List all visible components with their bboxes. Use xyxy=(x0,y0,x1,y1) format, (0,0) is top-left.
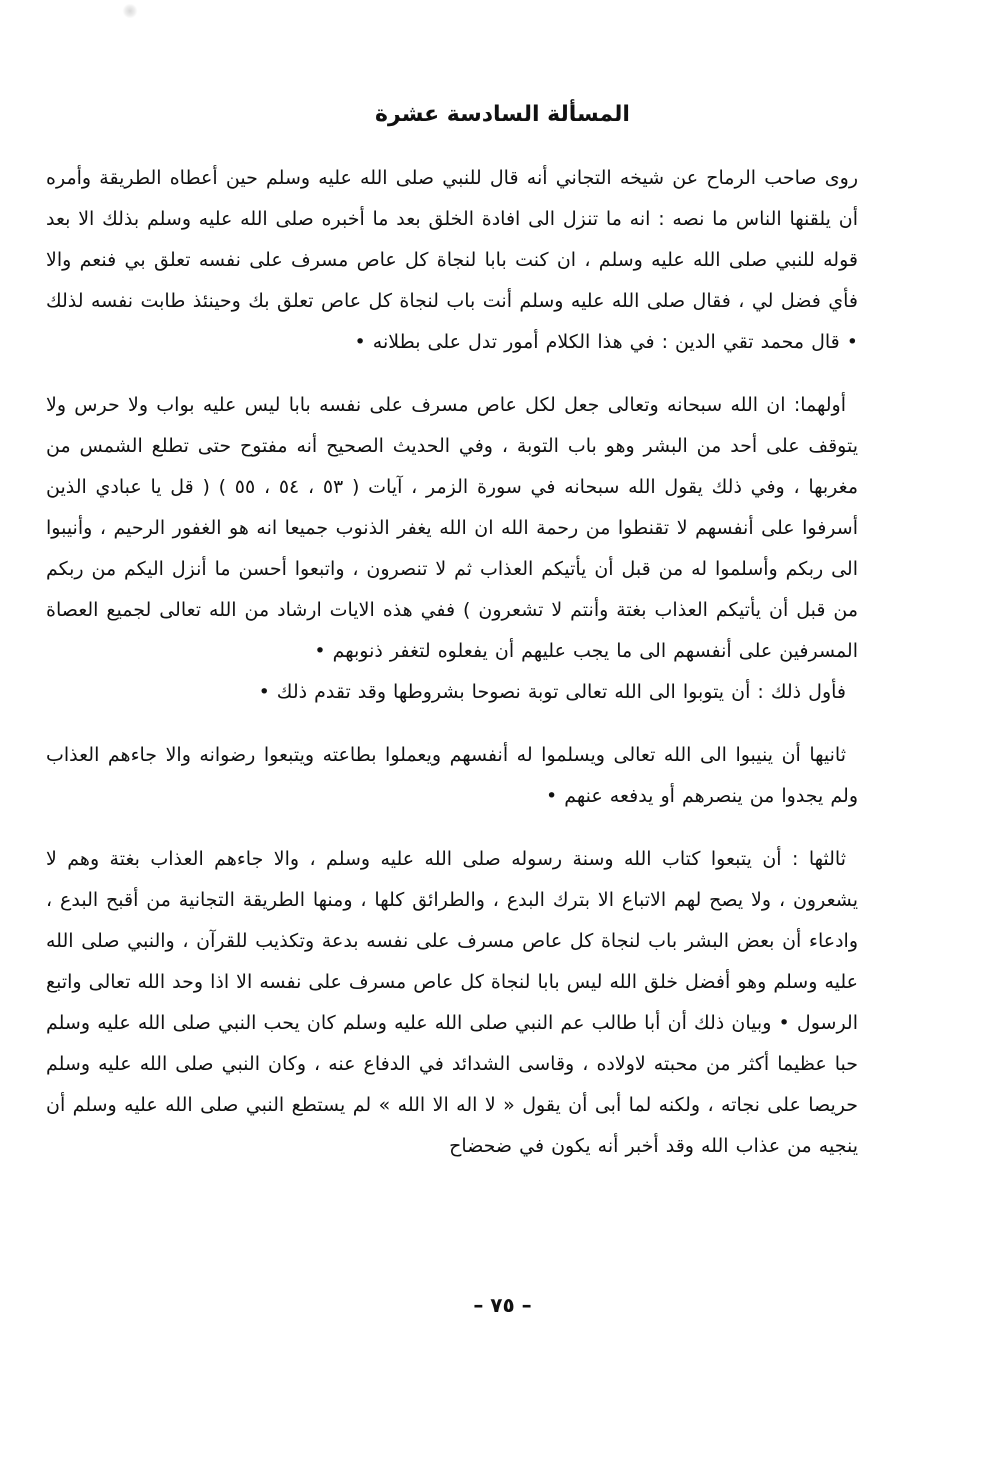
paragraph-second-point: ثانيها أن ينيبوا الى الله تعالى ويسلموا له أنفسهم ويعملوا بطاعته ويتبعوا رضوانه والا جاءهم العذاب ولم يجدوا من ينصرهم أو يدفعه عنهم • xyxy=(46,744,858,807)
page-number: – ٧٥ – xyxy=(473,1293,532,1317)
paragraph-third-point: ثالثها : أن يتبعوا كتاب الله وسنة رسوله صلى الله عليه وسلم ، والا جاءهم العذاب بغتة وهم لا يشعرون ، ولا يصح لهم الاتباع الا بترك البدع ، والطرائق كلها ، ومنها الطريقة التجانية من أقبح البدع ، وادعاء أن بعض البشر باب لنجاة كل عاص مسرف على نفسه بدعة وتكذيب للقرآن ، والنبي صلى الله عليه وسلم وهو أفضل خلق الله ليس بابا لنجاة كل عاص مسرف على نفسه الا اذا وحد الله تعالى واتبع الرسول • وبيان ذلك أن أبا طالب عم النبي صلى الله عليه وسلم كان يحب النبي صلى الله عليه وسلم حبا عظيما أكثر من محبته لاولاده ، وقاسى الشدائد في الدفاع عنه ، وكان النبي صلى الله عليه وسلم حريصا على نجاته ، ولكنه لما أبى أن يقول « لا اله الا الله » لم يستطع النبي صلى الله عليه وسلم أن ينجيه من عذاب الله وقد أخبر أنه يكون في ضحضاح xyxy=(46,848,858,1157)
paragraph-intro: روى صاحب الرماح عن شيخه التجاني أنه قال للنبي صلى الله عليه وسلم حين أعطاه الطريقة وأمره أن يلقنها الناس ما نصه : انه ما تنزل الى افادة الخلق بعد ما أخبره صلى الله عليه وسلم بذلك الا بعد قوله للنبي صلى الله عليه وسلم ، ان كنت بابا لنجاة كل عاص مسرف على نفسه تعلق بي فنعم والا فأي فضل لي ، فقال صلى الله عليه وسلم أنت باب لنجاة كل عاص تعلق بك وحينئذ طابت نفسه لذلك • قال محمد تقي الدين : في هذا الكلام أمور تدل على بطلانه • xyxy=(46,167,858,353)
paragraph-first-point: أولهما: ان الله سبحانه وتعالى جعل لكل عاص مسرف على نفسه بابا ليس عليه بواب ولا حرس ولا يتوقف على أحد من البشر وهو باب التوبة ، وفي الحديث الصحيح أنه مفتوح حتى تطلع الشمس من مغربها ، وفي ذلك يقول الله سبحانه في سورة الزمر ، آيات ( ٥٣ ، ٥٤ ، ٥٥ ) ( قل يا عبادي الذين أسرفوا على أنفسهم لا تقنطوا من رحمة الله ان الله يغفر الذنوب جميعا انه هو الغفور الرحيم ، وأنيبوا الى ربكم وأسلموا له من قبل أن يأتيكم العذاب ثم لا تنصرون ، واتبعوا أحسن ما أنزل اليكم من ربكم من قبل أن يأتيكم العذاب بغتة وأنتم لا تشعرون ) ففي هذه الايات ارشاد من الله تعالى لجميع العصاة المسرفين على أنفسهم الى ما يجب عليهم أن يفعلوه لتغفر ذنوبهم • xyxy=(46,394,858,662)
text-body xyxy=(46,158,858,1167)
paragraph-first-condition: فأول ذلك : أن يتوبوا الى الله تعالى توبة نصوحا بشروطها وقد تقدم ذلك • xyxy=(258,681,846,703)
scan-speck xyxy=(122,4,138,18)
page-heading: المسألة السادسة عشرة xyxy=(375,102,630,127)
